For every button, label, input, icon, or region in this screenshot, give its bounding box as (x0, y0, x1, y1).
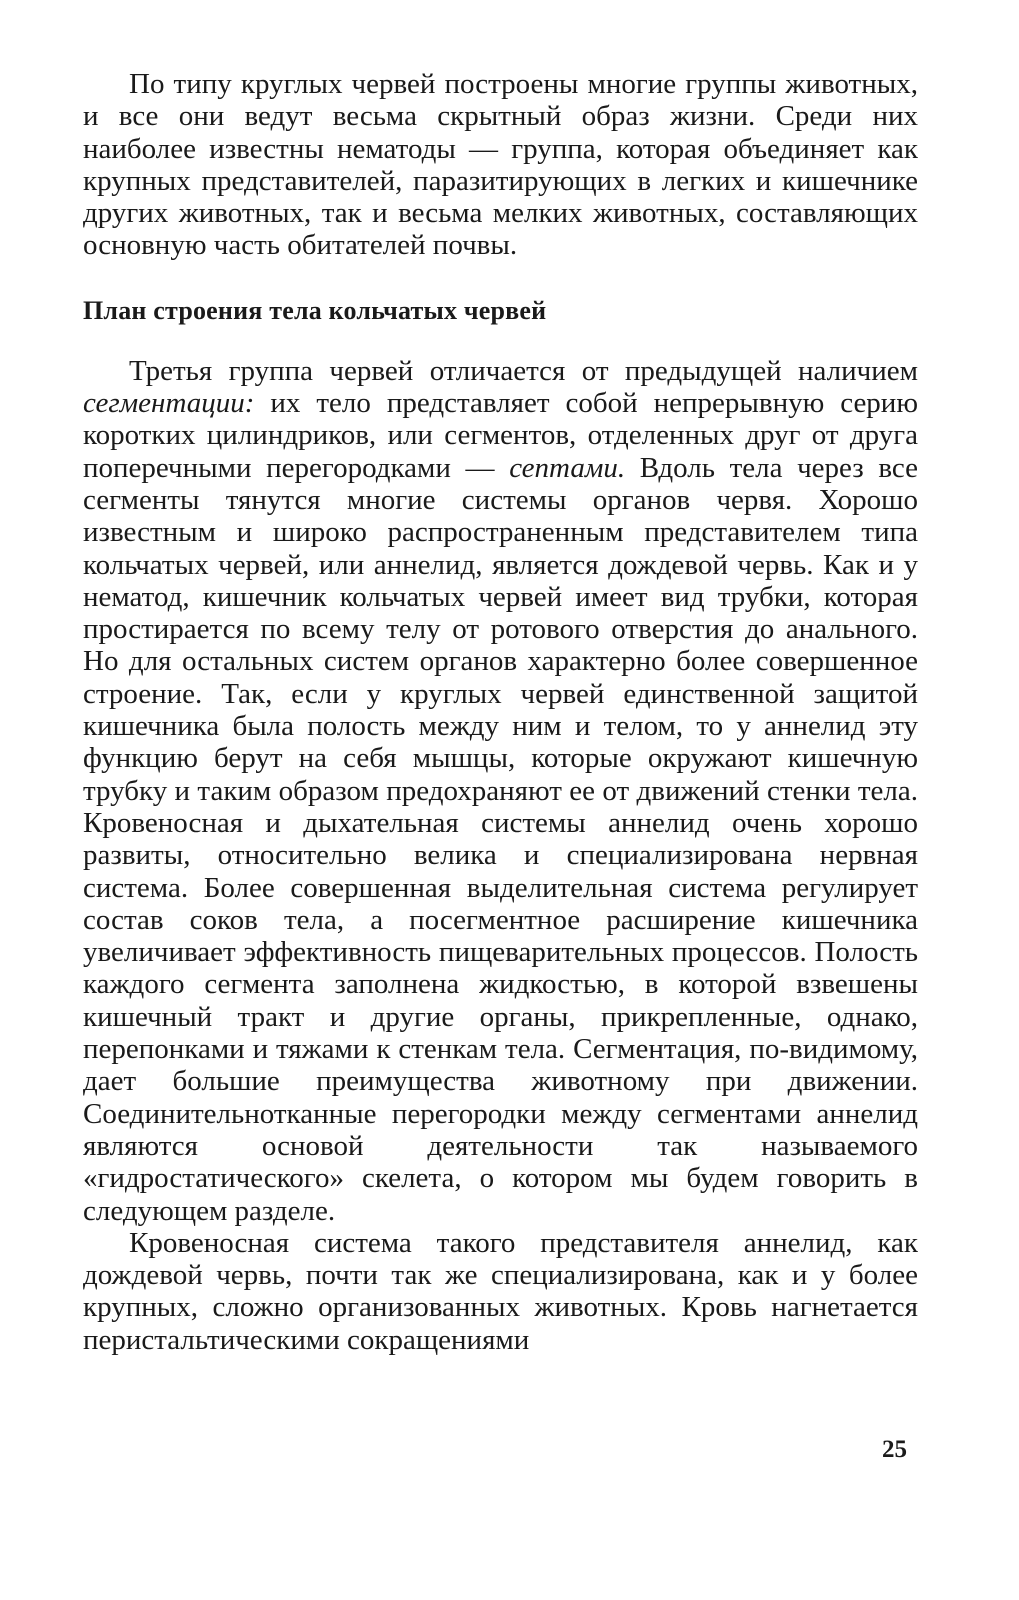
section-heading: План строения тела кольчатых червей (83, 295, 547, 325)
term-septa: септами. (509, 451, 626, 484)
page-text-block (83, 68, 918, 1356)
term-segmentation: сегментации: (83, 387, 255, 420)
paragraph-annelids-text-a: Третья группа червей отличается от предыдущей наличием (129, 354, 918, 387)
paragraph-roundworms: По типу круглых червей построены многие группы животных, и все они ведут весьма скрытный образ жизни. Среди них наиболее известны нематоды — группа, которая объединяет как крупных представителей, паразитирующих в легких и кишечнике других животных, так и весьма мелких животных, составляющих основную часть обитателей почвы. (83, 68, 918, 262)
paragraph-annelids-text-b: их тело представляет собой непрерывную серию коротких цилиндриков, или сегментов, отделенных друг от друга поперечными перегородками — (83, 387, 918, 484)
paragraph-circulatory: Кровеносная система такого представителя аннелид, как дождевой червь, почти так же специализирована, как и у более крупных, сложно организованных животных. Кровь нагнетается перистальтическими сокращениями (83, 1226, 918, 1356)
page-number: 25 (882, 1436, 907, 1463)
paragraph-annelids-text-c: Вдоль тела через все сегменты тянутся многие системы органов червя. Хорошо известным и широко распространенным представителем типа кольчатых червей, или аннелид, является дождевой червь. Как и у нематод, кишечник кольчатых червей имеет вид трубки, которая простирается по всему телу от ротового отверстия до анального. Но для остальных систем органов характерно более совершенное строение. Так, если у круглых червей единственной защитой кишечника была полость между ним и телом, то у аннелид эту функцию берут на себя мышцы, которые окружают кишечную трубку и таким образом предохраняют ее от движений стенки тела. Кровеносная и дыхательная системы аннелид очень хорошо развиты, относительно велика и специализирована нервная система. Более совершенная выделительная система регулирует состав соков тела, а посегментное расширение кишечника увеличивает эффективность пищеварительных процессов. Полость каждого сегмента заполнена жидкостью, в которой взвешены кишечный тракт и другие органы, прикрепленные, однако, перепонками и тяжами к стенкам тела. Сегментация, по-видимому, дает большие преимущества животному при движении. Соединительнотканные перегородки между сегментами аннелид являются основой деятельности так называемого «гидростатического» скелета, о котором мы будем говорить в следующем разделе. (83, 451, 918, 1227)
paragraph-annelids (83, 355, 918, 1227)
